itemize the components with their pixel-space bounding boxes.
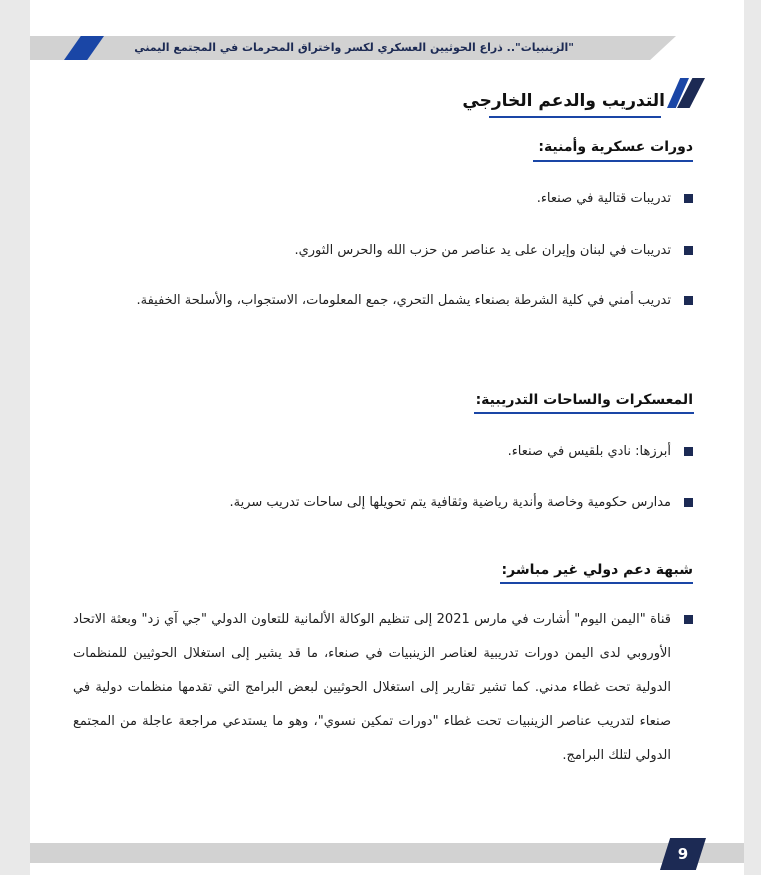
subheading-military-security-courses: دورات عسكرية وأمنية: xyxy=(538,139,693,155)
list-item: تدريبات في لبنان وإيران على يد عناصر من حزب الله والحرس الثوري. xyxy=(73,234,693,268)
bullet-square-icon xyxy=(684,498,693,507)
bullet-square-icon xyxy=(684,296,693,305)
subheading-underline xyxy=(533,160,693,162)
list-item: مدارس حكومية وخاصة وأندية رياضية وثقافية يتم تحويلها إلى ساحات تدريب سرية. xyxy=(73,486,693,520)
list-item: تدريبات قتالية في صنعاء. xyxy=(73,182,693,216)
subheading-camps-training-grounds: المعسكرات والساحات التدريبية: xyxy=(475,392,693,408)
bullet-square-icon xyxy=(684,447,693,456)
bullet-square-icon xyxy=(684,194,693,203)
section-title: التدريب والدعم الخارجي xyxy=(462,91,665,111)
running-header-title: "الزينبيات".. ذراع الحوثيين العسكري لكسر واختراق المحرمات في المجتمع اليمني xyxy=(134,41,574,54)
section-title-underline xyxy=(489,116,661,118)
bullet-square-icon xyxy=(684,615,693,624)
page-number: 9 xyxy=(677,845,689,863)
subheading-underline xyxy=(500,582,693,584)
footer-band xyxy=(30,843,744,863)
bullet-square-icon xyxy=(684,246,693,255)
subheading-underline xyxy=(474,412,694,414)
list-item: تدريب أمني في كلية الشرطة بصنعاء يشمل التحري، جمع المعلومات، الاستجواب، والأسلحة الخفيفة. xyxy=(73,284,693,318)
section-title-wrap xyxy=(425,89,665,119)
subheading-indirect-international-support: شبهة دعم دولي غير مباشر: xyxy=(501,562,693,578)
section-title-mark-icon xyxy=(667,78,705,108)
list-item: أبرزها: نادي بلقيس في صنعاء. xyxy=(73,435,693,469)
list-item: قناة "اليمن اليوم" أشارت في مارس 2021 إلى تنظيم الوكالة الألمانية للتعاون الدولي "جي آي زد" وبعثة الاتحاد الأوروبي لدى اليمن دورات تدريبية لعناصر الزينبيات في صنعاء، ما قد يشير إلى استغلال الحوثيين للمنظمات الدولية تحت غطاء مدني. كما تشير تقارير إلى استغلال الحوثيين لبعض البرامج التي تقدمها منظمات دولية في صنعاء لتدريب عناصر الزينبيات تحت غطاء "دورات تمكين نسوي"، وهو ما يستدعي مراجعة عاجلة من المجتمع الدولي لتلك البرامج. xyxy=(73,603,693,773)
